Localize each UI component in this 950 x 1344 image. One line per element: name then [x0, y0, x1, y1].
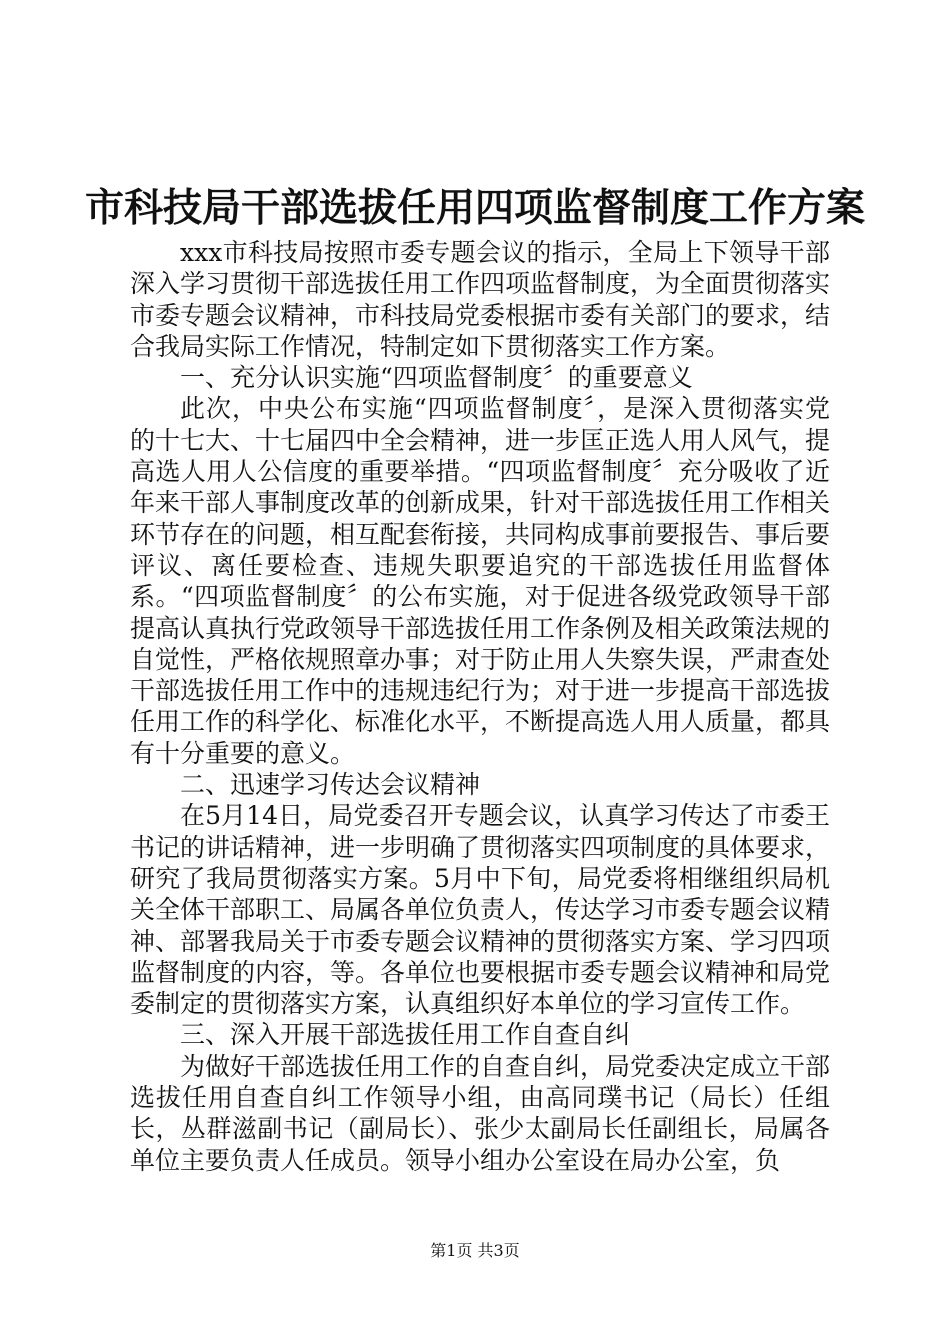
section-heading-3: 三、深入开展干部选拔任用工作自查自纠: [180, 1020, 631, 1050]
section-heading-2: 二、迅速学习传达会议精神: [180, 770, 481, 800]
paragraph-section-1: 此次，中央公布实施“四项监督制度〞，是深入贯彻落实党的十七大、十七届四中全会精神，进一步匡正选人用人风气，提高选人用人公信度的重要举措。“四项监督制度〞充分吸收了近年来干部人事制度改革的创新成果，针对干部选拔任用工作相关环节存在的问题，相互配套衔接，共同构成事前要报告、事后要评议、离任要检查、违规失职要追究的干部选拔任用监督体系。“四项监督制度〞的公布实施，对于促进各级党政领导干部提高认真执行党政领导干部选拔任用工作条例及相关政策法规的自觉性，严格依规照章办事；对于防止用人失察失误，严肃查处干部选拔任用工作中的违规违纪行为；对于进一步提高干部选拔任用工作的科学化、标准化水平，不断提高选人用人质量，都具有十分重要的意义。: [130, 394, 831, 768]
page-footer: 第1页 共3页: [430, 1241, 520, 1260]
document-body: [130, 237, 830, 1176]
paragraph-section-3: 为做好干部选拔任用工作的自查自纠，局党委决定成立干部选拔任用自查自纠工作领导小组，由高同璞书记（局长）任组长，丛群滋副书记（副局长）、张少太副局长任副组长，局属各单位主要负责人任成员。领导小组办公室设在局办公室，负: [130, 1051, 831, 1175]
document-title: 市科技局干部选拔任用四项监督制度工作方案: [84, 185, 865, 231]
paragraph-intro: xxx市科技局按照市委专题会议的指示，全局上下领导干部深入学习贯彻干部选拔任用工作四项监督制度，为全面贯彻落实市委专题会议精神，市科技局党委根据市委有关部门的要求，结合我局实际工作情况，特制定如下贯彻落实工作方案。: [130, 238, 831, 361]
paragraph-section-2: 在5月14日，局党委召开专题会议，认真学习传达了市委王书记的讲话精神，进一步明确了贯彻落实四项制度的具体要求，研究了我局贯彻落实方案。5月中下旬，局党委将相继组织局机关全体干部职工、局属各单位负责人，传达学习市委专题会议精神、部署我局关于市委专题会议精神的贯彻落实方案、学习四项监督制度的内容，等。各单位也要根据市委专题会议精神和局党委制定的贯彻落实方案，认真组织好本单位的学习宣传工作。: [130, 801, 831, 1019]
section-heading-1: 一、充分认识实施“四项监督制度〞的重要意义: [180, 363, 693, 393]
